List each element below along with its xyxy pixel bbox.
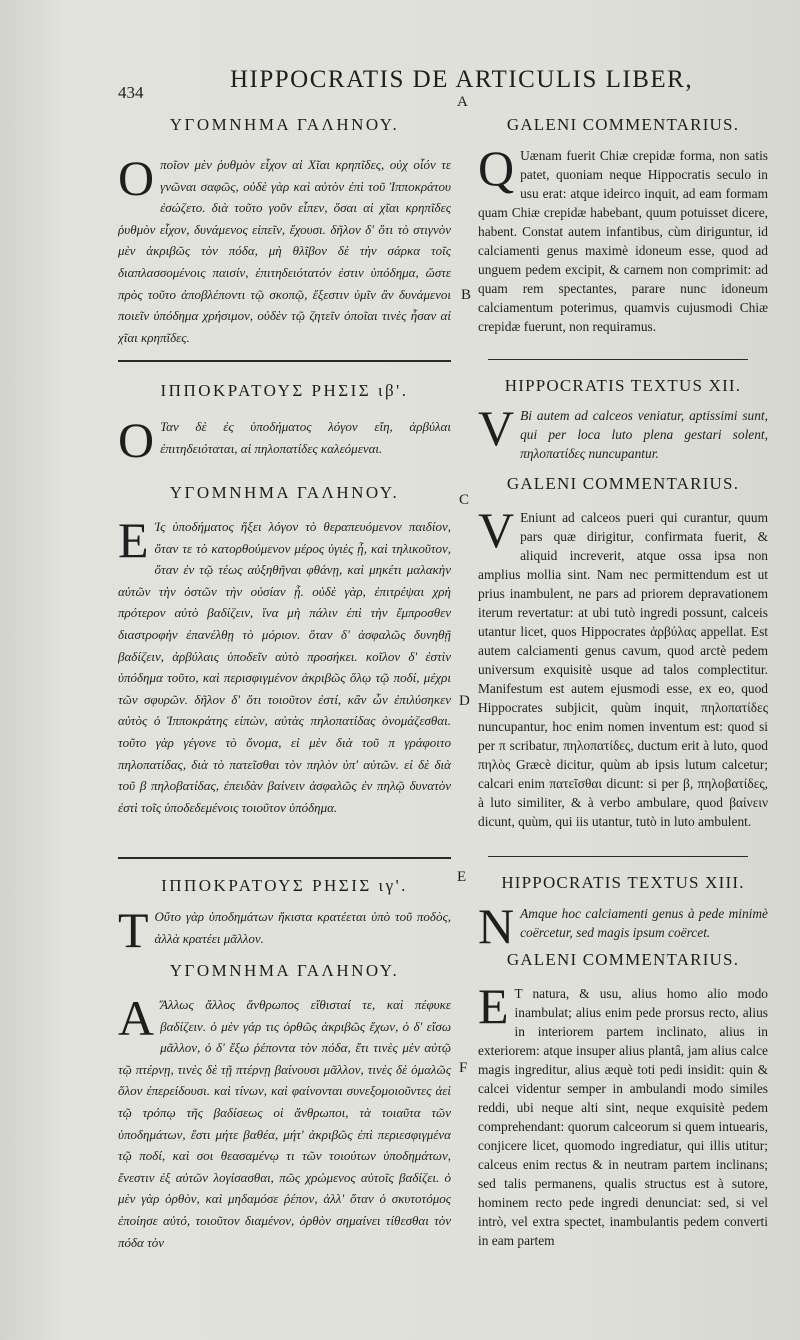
- drop-cap: N: [478, 904, 515, 946]
- margin-letter-c: C: [459, 492, 470, 508]
- greek-commentary-paragraph-3: Α Ἄλλως ἄλλος ἄνθρωπος εἴθισταί τε, καὶ πέφυκε βαδίζειν. ὁ μὲν γάρ τις ὀρθῶς ἀκριβῶς ἔχων, ὁ δ' εἴσω μᾶλλον, ὁ δ' ἔξω ῥέποντα τὸν πόδα, ἔτι τινὲς μὲν αὐτῷ τῷ πτέρνῃ, τινὲς δὲ τῇ πτέρνῃ βαίνουσι μᾶλλον, τινὲς δὲ ὁμαλῶς ὅλον ἐπερείδουσι. καὶ τίνων, καὶ φαίνονται συνεξομοιοῦντες ἀεὶ τῷ τρόπῳ τῆς βαδίσεως οἱ ἄνθρωποι, τὰ τοιαῦτα τῶν ὑποδημάτων, ἔστι μήτε βαθέα, μήτ' ἀκριβῶς ἐπὶ περιεσφιγμένα τῷ ποδί, καὶ σοι θεασαμένῳ τι τῶν τοιούτων ὑποδημάτων, ἔνεστιν ἐξ αὐτῶν λογίσασθαι, πῶς χρώμενος αὐτοῖς βαδίζει. ὁ μὲν γὰρ ὀρθὸν, καὶ μηδαμόσε ῥέπον, ἀλλ' ὅταν ὁ σκυτοτόμος ἐποίησε αὐτό, τοιοῦτον διαμένον, ὀρθὸν σημαίνει τίθεσθαι τὸν πόδα τὸν: [118, 994, 451, 1250]
- latin-commentary-paragraph-2: V Eniunt ad calceos pueri qui curantur, quum pars quæ dirigitur, confirmata fuerit, & aliquid increverit, atque ossa ipsa non amplius mollia sint. Nam nec permittendum est ut prius inambulent, ne pars ad priorem depravationem iterum revertatur: at ubi tutò ingredi possunt, calceis utantur licet, quos Hippocrates ἀρβύλας appellat. Est autem calciamenti genus cavum, quod arctè pedem universum exquisitè usque ad talos complectitur. Manifestum est autem ejusmodi esse, ex eo, quod Hippocrates subjicit, quùm inquit, πηλοπατίδες nuncupantur, hoc enim nomen inventum est: quod si per π scribatur, πηλοπατίδες, ductum erit à luto, quod πηλὸς Græcè dicitur, quùm ab ipsis lutum calcetur; calcari enim πατεῖσθαι dicunt: si per β, πηλοβατίδες, à luto similiter, & à verbo ambulare, quod βαίνειν dicunt, quùm, qui iis utantur, tutò in luto ambulent.: [478, 508, 768, 829]
- drop-cap: Ε: [118, 516, 149, 568]
- page-number: 434: [118, 83, 144, 102]
- greek-text-12-paragraph: Ο Ταν δὲ ἐς ὑποδήματος λόγον εἴη, ἀρβύλαι ἐπιτηδειόταται, αἱ πηλοπατίδες καλεόμεναι.: [118, 416, 451, 460]
- section-rule: [118, 857, 451, 859]
- margin-letter-d: D: [459, 693, 470, 709]
- latin-commentary-paragraph-3: E T natura, & usu, alius homo alio modo inambulat; alius enim pede prorsus recto, alius in interiorem partem inclinato, alius in exteriorem: atque insuper alius plantâ, jam alius calce magis ingreditur, alius æquè toti pedi insidit: quin & calcei videntur semper in ambulandi modo similes reddi, ubi neque alti sint, neque exquisitè pedem comprehendant: quorum calceorum si quem intuearis, conjicere licet, quomodo ingrediatur, qui illis utitur; calceus enim rectus & in neutram partem inclinans; sed talis permanens, qualis structus est à sutore, hominem recto pede ingredi denunciat: sed, si vel intrò, vel extra spectet, inambulantis pedem converti in eam partem: [478, 984, 768, 1248]
- latin-heading-commentary-3: GALENI COMMENTARIUS.: [506, 950, 740, 969]
- drop-cap: V: [478, 406, 515, 456]
- latin-heading-commentary-1: GALENI COMMENTARIUS.: [506, 115, 740, 134]
- greek-heading-text-13: ΙΠΠΟΚΡΑΤΟΥΣ ΡΗΣΙΣ ιγ'.: [161, 876, 408, 895]
- greek-heading-commentary-3: ΥΓΟΜΝΗΜΑ ΓΑΛΗΝΟΥ.: [169, 961, 400, 980]
- drop-cap: Α: [118, 994, 155, 1046]
- drop-cap: E: [478, 984, 509, 1034]
- margin-letter-b: B: [461, 287, 472, 303]
- section-rule: [488, 856, 748, 857]
- section-rule: [118, 360, 451, 362]
- drop-cap: Ο: [118, 416, 155, 460]
- latin-heading-text-13: HIPPOCRATIS TEXTUS XIII.: [501, 873, 745, 892]
- margin-letter-f: F: [459, 1060, 468, 1076]
- latin-commentary-paragraph-1: Q Uænam fuerit Chiæ crepidæ forma, non satis patet, quoniam neque Hippocratis seculo in usu erat: atque ideirco inquit, ad eam formam quam Chiæ crepidæ habebant, quum potuisset dicere, habent. Constat autem infantibus, cùm diriguntur, id calciamenti genus maximè idoneum esse, quod ad unguem pedem excipit, & carnem non comprimit: ad quam rem spectantes, parare nunc idoneum calciamentum poterimus, quamvis cujusmodi Chiæ crepidæ fuerunt, non requiramus.: [478, 146, 768, 334]
- latin-text-12-paragraph: V Bi autem ad calceos veniatur, aptissimi sunt, qui per loca luto plena gestari solent, πηλοπατίδες nuncupantur.: [478, 406, 768, 461]
- latin-text-13-paragraph: N Amque hoc calciamenti genus à pede minimè coërcetur, sed magis ipsum coërcet.: [478, 904, 768, 946]
- drop-cap: Τ: [118, 906, 149, 950]
- margin-letter-a: A: [457, 94, 468, 110]
- greek-heading-commentary-2: ΥΓΟΜΝΗΜΑ ΓΑΛΗΝΟΥ.: [169, 483, 400, 502]
- greek-heading-commentary-1: ΥΓΟΜΝΗΜΑ ΓΑΛΗΝΟΥ.: [169, 115, 400, 134]
- greek-heading-text-12: ΙΠΠΟΚΡΑΤΟΥΣ ΡΗΣΙΣ ιβ'.: [160, 381, 409, 400]
- drop-cap: Ο: [118, 154, 155, 206]
- greek-commentary-paragraph-2: Ε Ἰς ὑποδήματος ἥξει λόγον τὸ θεραπευόμενον παιδίον, ὅταν τε τὸ κατορθούμενον μέρος ὑγιὲς ᾖ, καὶ τηλικοῦτον, ὅταν ἐν τῷ τέως αὐξηθῆναι φθάνῃ, καὶ μηκέτι μαλακὴν αὐτῶν τὴν ὀστῶν τὴν οὐσίαν ᾖ. οὐδὲ γὰρ, ἐπιτρέψαι χρὴ πρότερον αὐτὸ βαδίζειν, ἵνα μὴ πάλιν ἐπὶ τὴν ἔμπροσθεν διαστροφὴν ἐπανέλθῃ τὸ μόριον. ὅταν δ' ἀσφαλῶς δυνηθῇ βαδίζειν, ἀρβύλαις ὑποδεῖν αὐτὸ προσήκει. κοῖλον δ' ἐστὶν ὑπόδημα τοῦτο, καὶ περισφιγμένον ἀκριβῶς ὅλῳ τῷ ποδί, μέχρι τῶν σφυρῶν. δῆλον δ' ὅτι τοιοῦτον ἐστί, κἂν ὦν ἐπιλύσηκεν αὐτὸς ὁ Ἱπποκράτης εἰπὼν, αὐτὰς πηλοπατίδας ὀνομάζεσθαι. τοῦτο γὰρ γέγονε τὸ ὄνομα, εἰ μὲν διὰ τοῦ π γράφοιτο πηλοπατίδας, διὰ τὸ πατεῖσθαι τὸν πηλὸν ὑπ' αὐτῶν. εἰ δὲ διὰ τοῦ β πηλοβατίδας, ἐπειδὰν βαίνειν ἀσφαλῶς ἐν πηλῷ δυνατὸν ἐστὶ τοῖς ὑποδεδεμένοις τοιοῦτον ὑπόδημα.: [118, 516, 451, 815]
- drop-cap: V: [478, 508, 515, 558]
- drop-cap: Q: [478, 146, 515, 196]
- latin-heading-commentary-2: GALENI COMMENTARIUS.: [506, 474, 740, 493]
- latin-heading-text-12: HIPPOCRATIS TEXTUS XII.: [504, 376, 742, 395]
- margin-letter-e: E: [457, 869, 467, 885]
- section-rule: [488, 359, 748, 360]
- greek-commentary-paragraph-1: Οποῖον μὲν ῥυθμὸν εἶχον αἱ Χῖαι κρηπῖδες, οὐχ οἷόν τε γνῶναι σαφῶς, οὐδὲ γὰρ καὶ αὐτὸν ἐπὶ τοῦ Ἱπποκράτου ἐσώζετο. διὰ τοῦτο γοῦν εἶπεν, ὅσαι αἱ χῖαι κρηπῖδες ῥυθμὸν εἶχον, δυνάμενος εἰπεῖν, ἔχουσι. δῆλον δ' ὅτι τὸ στιγνὸν μὲν ἀκριβῶς τὸν πόδα, μὴ θλῖβον δὲ τὴν σάρκα τοῖς διαπλασσομένοις παισίν, ἐπιτηδειότατόν ἐστιν ὑπόδημα, ὥστε πρὸς τοῦτο ἀποβλέποντι τῷ σκοπῷ, ἔξεστιν ὑμῖν ἂν δυνάμενοι ποιεῖν ὑπόδημα χρήσιμον, οὐδὲν τῷ ζητεῖν ὁποῖαι τινὲς ἦσαν αἱ χῖαι κρηπῖδες.: [118, 154, 451, 345]
- greek-text-13-paragraph: Τ Οὔτο γὰρ ὑποδημάτων ἥκιστα κρατέεται ὑπὸ τοῦ ποδὸς, ἀλλὰ κρατέει μᾶλλον.: [118, 906, 451, 950]
- running-title: HIPPOCRATIS DE ARTICULIS LIBER,: [230, 66, 694, 93]
